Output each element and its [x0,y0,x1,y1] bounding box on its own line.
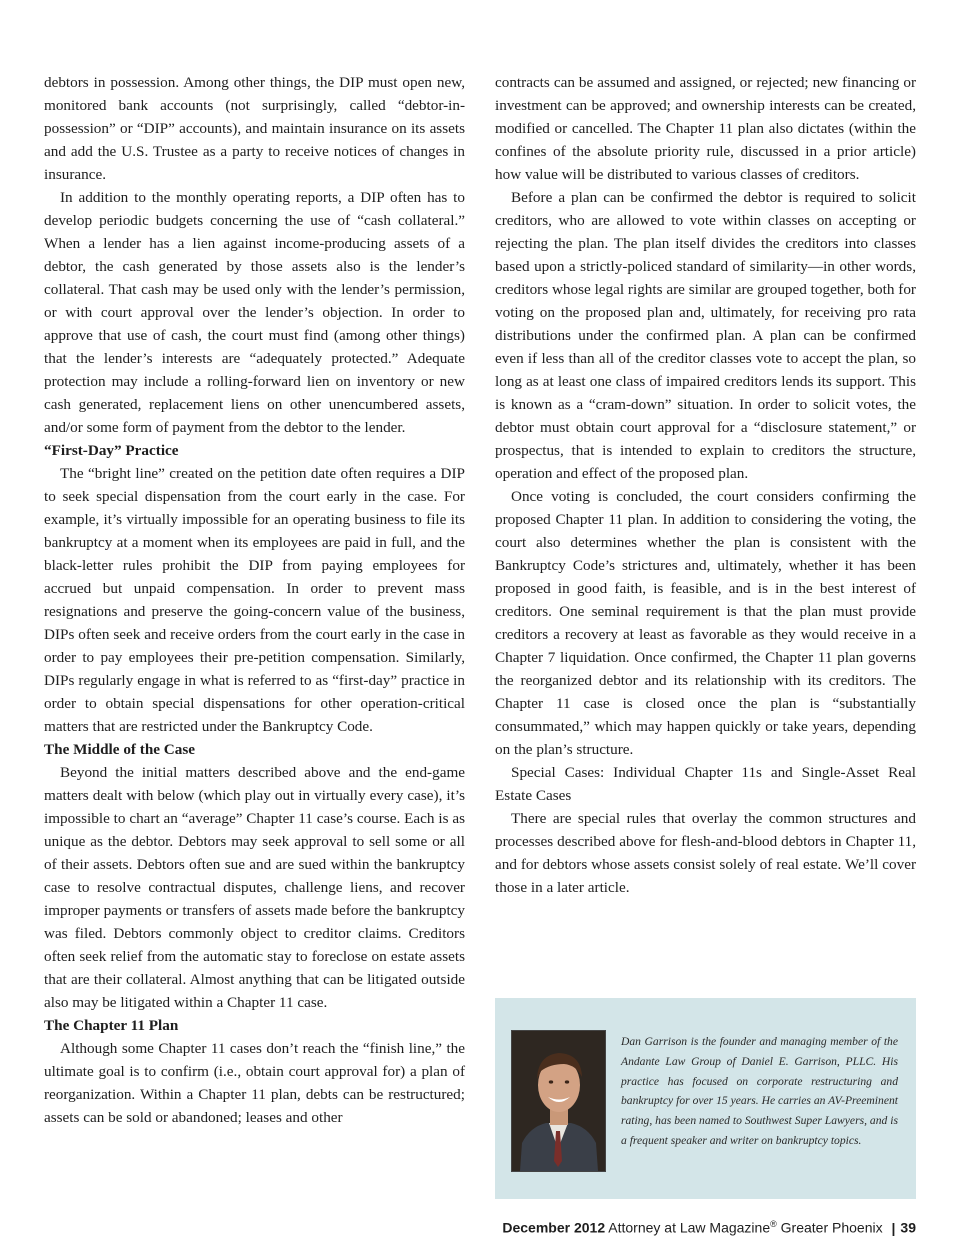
footer-magazine: Attorney at Law Magazine [608,1219,771,1236]
body-paragraph: In addition to the monthly operating reports, a DIP often has to develop periodic budgets concerning the use of “cash collateral.” When a lender has a lien against income-producing assets of a debtor, the cash generated by those assets also is the lender’s collateral. That cash may be used only with the lender’s permission, or with court approval over the lender’s objection. In order to approve that use of cash, the court must find (among other things) that the lender’s interests are “adequately protected.” Adequate protection may include a rolling-forward lien on inventory or new cash generated, replacement liens on other unencumbered assets, and/or some form of payment from the debtor to the lender. [44,189,465,436]
body-paragraph: Beyond the initial matters described above and the end-game matters dealt with below (which play out in virtually every case), it’s impossible to chart an “average” Chapter 11 case’s course. Each is as unique as the debtor. Debtors may seek approval to sell some or all of their assets. Debtors often sue and are sued within the bankruptcy case to resolve contractual disputes, challenge liens, and recover improper payments or transfers of assets made before the bankruptcy was filed. Debtors commonly object to creditor claims. Creditors often seek relief from the automatic stay to foreclose on estate assets that are their collateral. Almost anything that can be litigated outside also may be litigated within a Chapter 11 case. [44,764,465,1011]
body-paragraph: There are special rules that overlay the common structures and processes described above for flesh-and-blood debtors in Chapter 11, and for debtors whose assets consist solely of real estate. We’ll cover those in a later article. [495,810,916,896]
author-portrait-image [512,1031,605,1171]
section-heading: “First-Day” Practice [44,442,179,459]
body-paragraph: The “bright line” created on the petition date often requires a DIP to seek special dispensation from the court early in the case. For example, it’s virtually impossible for an operating business to file its bankruptcy at a moment when its employees are paid in full, and the black-letter rules prohibit the DIP from paying employees for accrued but unpaid compensation. In order to prevent mass resignations and preserve the going-concern value of the business, DIPs often seek and receive orders from the court early in the case in order to pay employees their pre-petition compensation. Similarly, DIPs regularly engage in what is referred to as “first-day” practice in order to obtain special dispensations for other operation-critical matters that are restricted under the Bankruptcy Code. [44,465,465,735]
footer-edition: Greater Phoenix [780,1219,883,1236]
page-number: 39 [900,1219,916,1236]
body-paragraph: Although some Chapter 11 cases don’t reach the “finish line,” the ultimate goal is to confirm (i.e., obtain court approval for) a plan of reorganization. Within a Chapter 11 plan, debts can be restructured; assets can be sold or abandoned; leases and other [44,1040,465,1126]
page-footer [502,1219,916,1236]
author-bio-box [495,998,916,1199]
footer-separator: | [891,1219,896,1236]
body-paragraph: Special Cases: Individual Chapter 11s and Single-Asset Real Estate Cases [495,764,916,804]
footer-date: December 2012 [502,1219,606,1236]
section-heading: The Chapter 11 Plan [44,1017,179,1034]
body-paragraph: contracts can be assumed and assigned, or rejected; new financing or investment can be approved; and ownership interests can be created, modified or cancelled. The Chapter 11 plan also dictates (within the confines of the absolute priority rule, discussed in a prior article) how value will be distributed to various classes of creditors. [495,74,916,183]
footer-registered-mark: ® [770,1219,777,1229]
author-photo [511,1030,606,1172]
right-column [495,71,916,899]
body-paragraph: Once voting is concluded, the court considers confirming the proposed Chapter 11 plan. In addition to considering the voting, the court also determines whether the plan is consistent with the Bankruptcy Code’s strictures and, ultimately, whether it has been proposed in good faith, is feasible, and is in the best interest of creditors. One seminal requirement is that the plan must provide creditors a recovery at least as favorable as they would receive in a Chapter 7 liquidation. Once confirmed, the Chapter 11 plan governs the reorganized debtor and its relationship with its creditors. The Chapter 11 case is closed once the plan is “substantially consummated,” which may happen quickly or take years, depending on the plan’s structure. [495,488,916,758]
author-bio-text: Dan Garrison is the founder and managing member of the Andante Law Group of Daniel E. Garrison, PLLC. His practice has focused on corporate restructuring and bankruptcy for over 15 years. He carries an AV-Preeminent rating, has been named to Southwest Super Lawyers, and is a frequent speaker and writer on bankruptcy topics. [621,1035,898,1147]
body-paragraph: Before a plan can be confirmed the debtor is required to solicit creditors, who are allowed to vote within classes on accepting or rejecting the plan. The plan itself divides the creditors into classes based upon a strictly-policed standard of similarity—in other words, creditors whose legal rights are similar are grouped together, both for voting on the proposed plan and, ultimately, for receiving pro rata distributions under the confirmed plan. A plan can be confirmed even if less than all of the creditor classes vote to accept the plan, so long as at least one class of impaired creditors lends its support. This is known as a “cram-down” situation. In order to solicit votes, the debtor must obtain court approval for a “disclosure statement,” or prospectus, that is intended to explain to creditors the structure, operation and effect of the proposed plan. [495,189,916,482]
section-heading: The Middle of the Case [44,741,196,758]
body-paragraph: debtors in possession. Among other things, the DIP must open new, monitored bank accounts (not surprisingly, called “debtor-in-possession” or “DIP” accounts), and maintain insurance on its assets and add the U.S. Trustee as a party to receive notices of changes in insurance. [44,74,465,183]
left-column [44,71,465,1129]
